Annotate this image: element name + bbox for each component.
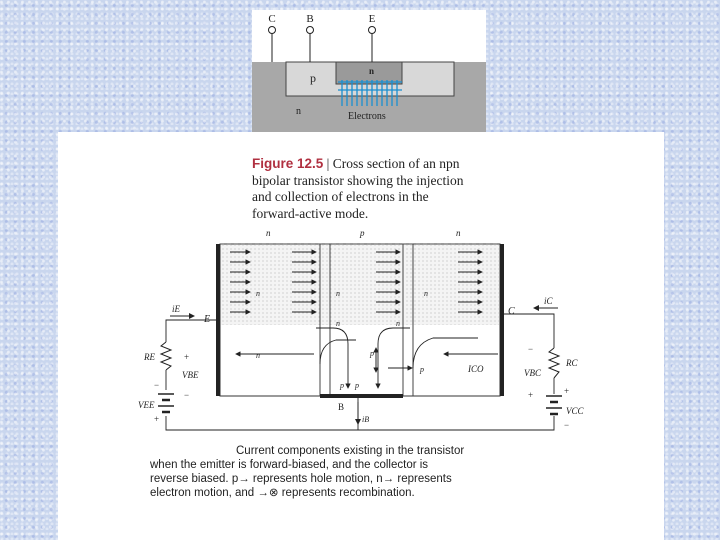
terminal-b <box>306 13 313 62</box>
bottom-caption-line: electron motion, and →⊗ represents recombination. <box>150 487 415 499</box>
scanned-page <box>58 132 664 540</box>
inner-label-collector: n <box>424 289 428 298</box>
re-resistor <box>161 342 171 370</box>
ic-label: iC <box>544 296 553 306</box>
terminal-e-label: E <box>368 13 376 25</box>
bottom-caption-line: reverse biased. p→ represents hole motion, n→ represents <box>150 473 452 485</box>
ie-label: iE <box>172 304 180 314</box>
carrier-label-p-bottom-b: p <box>355 381 359 390</box>
figure-label: Figure 12.5 <box>252 156 324 171</box>
vcc-minus: − <box>564 420 570 430</box>
cross-section-figure <box>252 10 486 136</box>
vee-battery <box>158 394 174 412</box>
carrier-label-n-base-a: n <box>336 319 340 328</box>
rc-resistor <box>549 348 559 378</box>
vee-minus: − <box>154 380 160 390</box>
caption-line: forward-active mode. <box>252 205 369 221</box>
ib-label: iB <box>362 415 370 424</box>
vbe-label: VBE <box>182 370 199 380</box>
rc-label: RC <box>566 358 578 368</box>
emitter-contact <box>216 244 220 396</box>
collector-contact <box>500 244 504 396</box>
vbc-label: VBC <box>524 368 541 378</box>
caption-line: and collection of electrons in the <box>252 189 429 204</box>
vee-label: VEE <box>138 400 155 410</box>
bottom-caption-line: Current components existing in the transistor <box>236 445 465 457</box>
terminal-c-label: C <box>268 13 276 25</box>
vcc-label: VCC <box>566 406 584 416</box>
region-label-emitter: n <box>266 228 271 238</box>
collector-terminal-label: C <box>508 306 515 317</box>
base-contact <box>320 394 403 398</box>
inner-label-base: n <box>336 289 340 298</box>
carrier-label-n-emitter: n <box>256 351 260 360</box>
caption-line: bipolar transistor showing the injection <box>252 172 464 188</box>
base-terminal-label: B <box>338 402 345 412</box>
vbe-minus: − <box>184 390 190 400</box>
carrier-label-p-base: p <box>370 349 374 358</box>
carrier-label-n-base-b: n <box>396 319 400 328</box>
vee-plus: + <box>154 414 160 424</box>
vcc-battery <box>546 396 562 414</box>
bottom-caption <box>150 444 464 500</box>
terminal-b-label: B <box>306 13 314 25</box>
terminal-e <box>369 13 376 62</box>
carrier-label-p-collector: p <box>420 365 424 374</box>
base-label: p <box>310 71 316 85</box>
re-label: RE <box>144 352 155 362</box>
collector-label: n <box>296 106 301 117</box>
emitter-terminal-label: E <box>204 314 211 325</box>
cross-section-drawing <box>252 10 486 136</box>
region-label-collector: n <box>456 228 461 238</box>
region-label-base: p <box>360 228 365 238</box>
injection-band <box>221 245 499 325</box>
vbe-plus: + <box>184 352 190 362</box>
bottom-caption-line: when the emitter is forward-biased, and the collector is <box>150 459 429 471</box>
inner-label-emitter: n <box>256 289 260 298</box>
caption-separator: | <box>326 156 330 171</box>
terminal-c <box>268 13 275 62</box>
caption-line: Cross section of an npn <box>332 156 460 171</box>
vcc-plus: + <box>564 386 570 396</box>
carrier-label-p-bottom-a: p <box>340 381 344 390</box>
ico-label: ICO <box>468 364 484 374</box>
vbc-plus: + <box>528 390 534 400</box>
vbc-minus: − <box>528 344 534 354</box>
emitter-label: n <box>369 66 375 76</box>
electrons-label: Electrons <box>348 111 386 122</box>
